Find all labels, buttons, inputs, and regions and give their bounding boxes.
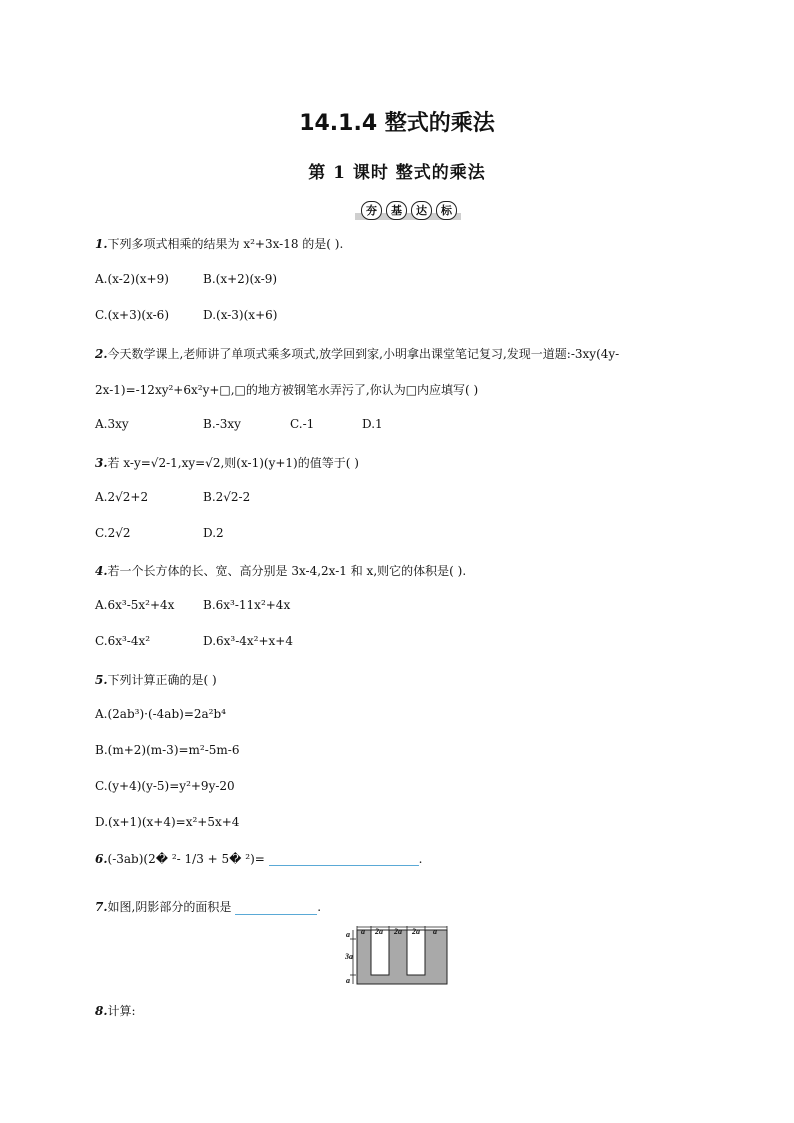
figure-label-a: a (361, 927, 365, 936)
option: A.2√2+2 (95, 490, 149, 504)
question-text: 下列多项式相乘的结果为 x²+3x-18 的是( ). (107, 237, 344, 251)
option: B.6x³-11x²+4x (203, 598, 291, 612)
question-text: 若一个长方体的长、宽、高分别是 3x-4,2x-1 和 x,则它的体积是( ). (107, 564, 467, 578)
option: D.1 (362, 417, 383, 431)
question-number: 2. (95, 347, 108, 361)
option: A.3xy (95, 417, 129, 431)
figure-label-2a: 2a (375, 927, 383, 936)
option: C.2√2 (95, 526, 131, 540)
question-2-line-2: 2x-1)=-12xy²+6x²y+□,□的地方被钢笔水弄污了,你认为□内应填写( ) (95, 383, 479, 397)
option: D.(x-3)(x+6) (203, 308, 278, 322)
figure-label-a: a (433, 927, 437, 936)
question-number: 8. (95, 1004, 108, 1018)
question-number: 4. (95, 564, 108, 578)
option: C.(y+4)(y-5)=y²+9y-20 (95, 779, 235, 793)
question-text: 计算: (107, 1004, 136, 1018)
badge-char: 夯 (361, 201, 382, 220)
lesson-subtitle: 第 1 课时 整式的乘法 (308, 163, 486, 183)
option: A.(x-2)(x+9) (95, 272, 169, 286)
question-text: 下列计算正确的是( ) (107, 673, 217, 687)
option: B.(m+2)(m-3)=m²-5m-6 (95, 743, 240, 757)
figure-label-2a: 2a (394, 927, 402, 936)
option: C.-1 (290, 417, 315, 431)
question-1 (95, 235, 343, 252)
shaded-area-figure (345, 926, 455, 990)
question-number: 5. (95, 673, 108, 687)
question-text: 如图,阴影部分的面积是 (107, 900, 232, 914)
option: D.6x³-4x²+x+4 (203, 634, 293, 648)
page-title: 14.1.4 整式的乘法 (299, 111, 495, 136)
question-number: 1. (95, 237, 108, 251)
question-text: 若 x-y=√2-1,xy=√2,则(x-1)(y+1)的值等于( ) (107, 456, 359, 470)
option: B.2√2-2 (203, 490, 251, 504)
answer-blank[interactable] (269, 865, 419, 866)
question-2 (95, 345, 619, 362)
badge-char: 标 (436, 201, 457, 220)
option: D.2 (203, 526, 224, 540)
figure-label-a: a (346, 976, 350, 985)
option: C.6x³-4x² (95, 634, 151, 648)
question-4 (95, 562, 466, 579)
option: B.(x+2)(x-9) (203, 272, 278, 286)
badge-char: 基 (386, 201, 407, 220)
question-5 (95, 671, 217, 688)
question-8 (95, 1002, 136, 1019)
question-text: (-3ab)(2� ²- 1/3 + 5� ²)= (107, 852, 265, 866)
question-3 (95, 454, 359, 471)
question-number: 7. (95, 900, 108, 914)
option: A.6x³-5x²+4x (95, 598, 175, 612)
question-number: 6. (95, 852, 108, 866)
option: B.-3xy (203, 417, 241, 431)
option: C.(x+3)(x-6) (95, 308, 169, 322)
badge-char: 达 (411, 201, 432, 220)
question-6: 6.(-3ab)(2� ²- 1/3 + 5� ²)= . (95, 852, 423, 866)
question-number: 3. (95, 456, 108, 470)
option: A.(2ab³)·(-4ab)=2a²b⁴ (95, 707, 226, 721)
answer-blank[interactable] (235, 914, 317, 915)
figure-label-2a: 2a (412, 927, 420, 936)
figure-label-a: a (346, 930, 350, 939)
option: D.(x+1)(x+4)=x²+5x+4 (95, 815, 240, 829)
question-7: 7.如图,阴影部分的面积是 . (95, 900, 322, 914)
figure-label-3a: 3a (345, 952, 353, 961)
question-text: 今天数学课上,老师讲了单项式乘多项式,放学回到家,小明拿出课堂笔记复习,发现一道题:-3xy(4y- (107, 347, 620, 361)
section-badge (355, 201, 461, 221)
